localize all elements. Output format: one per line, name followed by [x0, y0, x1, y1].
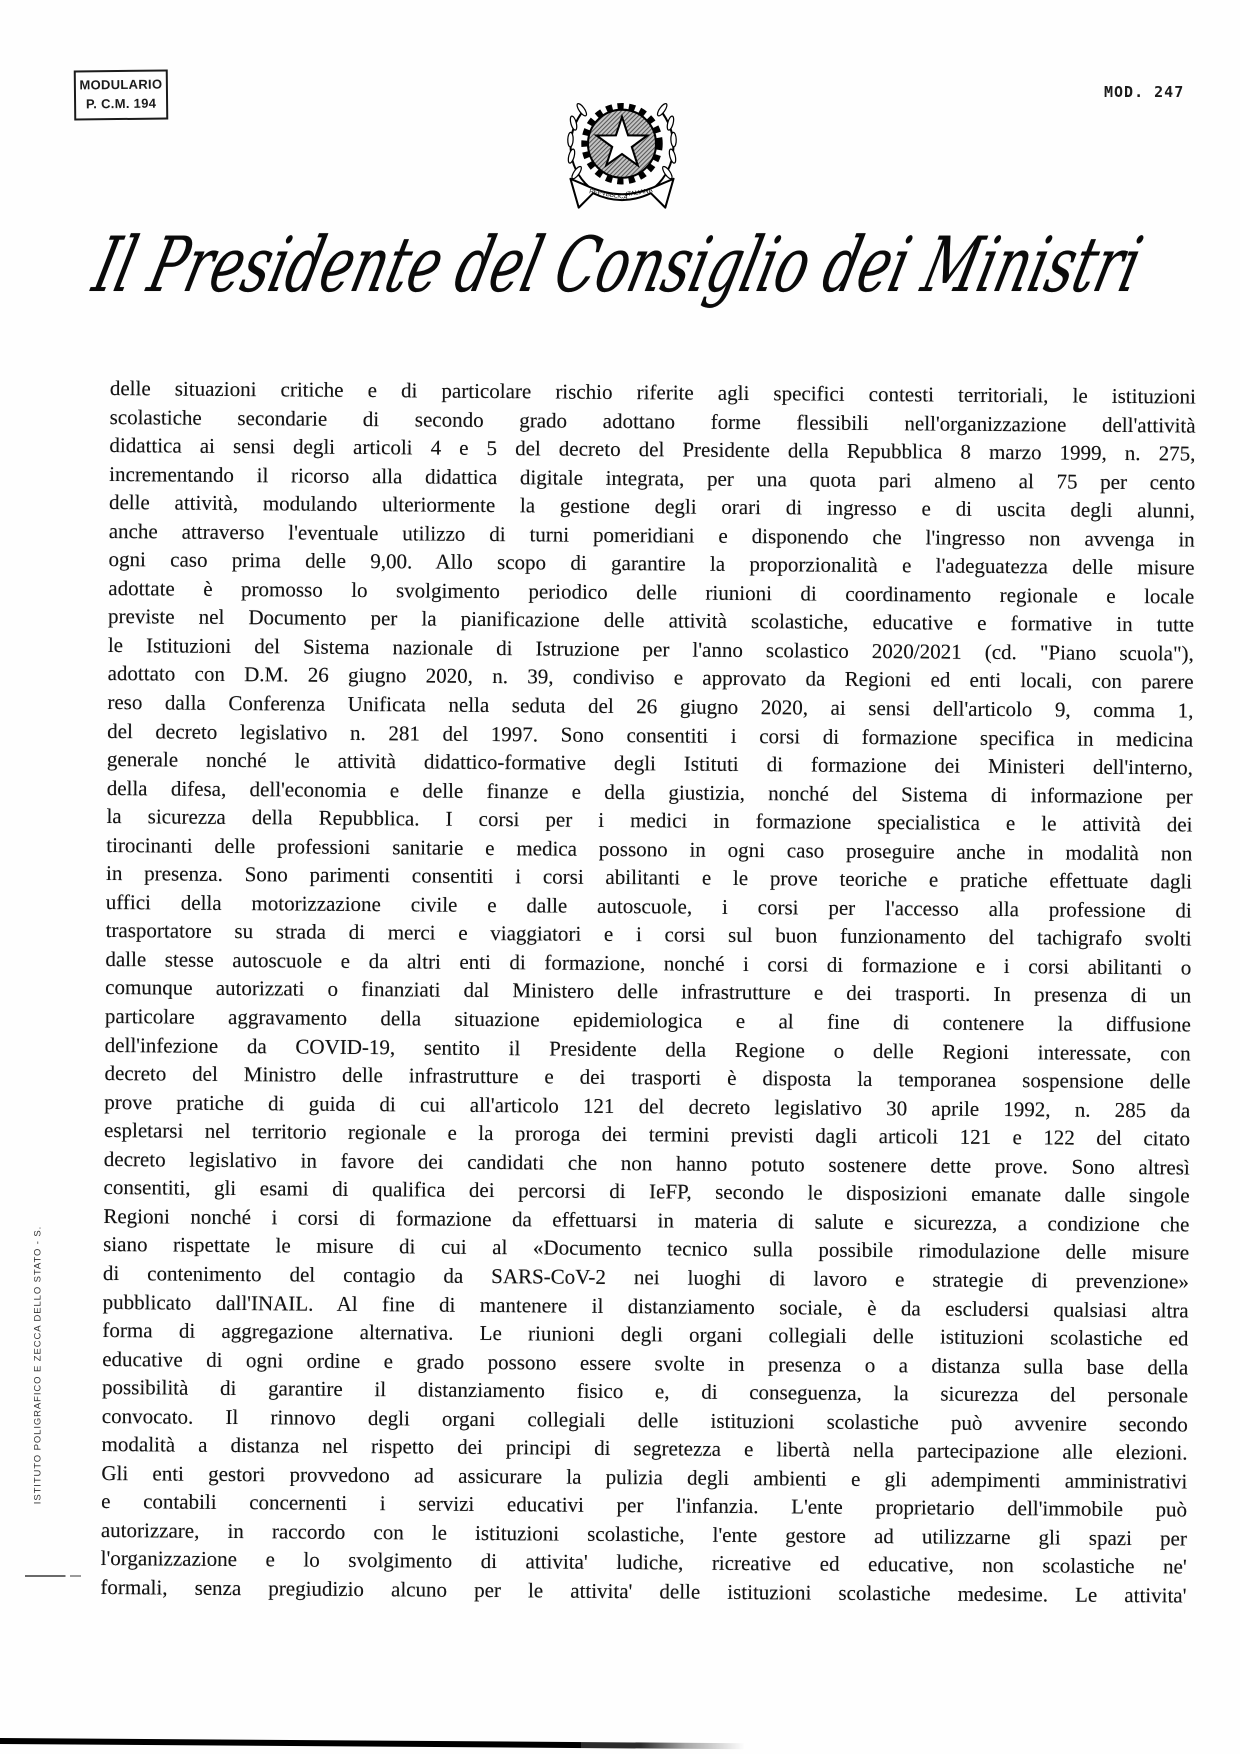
body-line: la sicurezza della Repubblica. I corsi per i medici in formazione specialistica e le attività dei: [106, 804, 1193, 837]
body-line: e contabili concernenti i servizi educativi per l'infanzia. L'ente proprietario dell'immobile può: [101, 1489, 1188, 1522]
body-line: Gli enti gestori provvedono ad assicurare la pulizia degli ambienti e gli adempimenti amministrativi: [101, 1460, 1188, 1494]
printer-credit-vertical: ISTITUTO POLIGRAFICO E ZECCA DELLO STATO - S.: [32, 1225, 44, 1505]
body-paragraph: [100, 374, 1196, 1610]
body-line: comunque autorizzati o finanziati dal Ministero delle infrastrutture e dei trasporti. In presenza di un: [105, 975, 1192, 1008]
body-line: del decreto legislativo n. 281 del 1997. Sono consentiti i corsi di formazione specifica in medicina: [107, 718, 1194, 752]
body-line: dell'infezione da COVID-19, sentito il Presidente della Regione o delle Regioni interessate, con: [104, 1032, 1191, 1066]
body-line: decreto legislativo in favore dei candidati che non hanno potuto sostenere dette prove. Sono altresì: [103, 1146, 1190, 1180]
body-line: adottato con D.M. 26 giugno 2020, n. 39, condiviso e approvato da Regioni ed enti locali, con parere: [107, 661, 1194, 694]
body-line: consentiti, gli esami di qualifica dei percorsi di IeFP, secondo le disposizioni emanate dalle singole: [103, 1175, 1190, 1208]
body-line: decreto del Ministro delle infrastrutture e dei trasporti è disposta la temporanea sospensione delle: [104, 1061, 1191, 1094]
body-line: siano rispettate le misure di cui al «Documento tecnico sulla possibile rimodulazione delle misure: [103, 1232, 1190, 1265]
body-line: anche attraverso l'eventuale utilizzo di turni pomeridiani e disponendo che l'ingresso non avvenga in: [108, 518, 1195, 552]
body-line: dalle stesse autoscuole e da altri enti di formazione, nonché i corsi di formazione e i corsi abilitanti o: [105, 946, 1192, 980]
body-line: in presenza. Sono parimenti consentiti i corsi abilitanti e le prove teoriche e pratiche effettuate dagli: [105, 861, 1193, 894]
body-line: della difesa, dell'economia e delle finanze e della giustizia, nonché del Sistema di informazione per: [106, 775, 1193, 809]
body-line: autorizzare, in raccordo con le istituzioni scolastiche, l'ente gestore ad utilizzarne gli spazi per: [100, 1517, 1187, 1551]
body-line: reso dalla Conferenza Unificata nella seduta del 26 giugno 2020, ai sensi dell'articolo 9, comma 1,: [107, 690, 1194, 723]
body-line: adottate è promosso lo svolgimento periodico delle riunioni di coordinamento regionale e locale: [108, 575, 1195, 609]
body-line: educative di ogni ordine e grado possono essere svolte in presenza o a distanza sulla base della: [102, 1346, 1189, 1380]
body-line: l'organizzazione e lo svolgimento di attivita' ludiche, ricreative ed educative, non scolastiche ne': [100, 1546, 1187, 1579]
italian-republic-emblem-svg: [558, 86, 686, 220]
body-line: modalità a distanza nel rispetto dei principi di segretezza e libertà nella partecipazione alle elezioni.: [101, 1432, 1188, 1465]
body-line: di contenimento del contagio da SARS-CoV-2 nei luoghi di lavoro e strategie di prevenzione»: [102, 1260, 1190, 1294]
body-line: Regioni nonché i corsi di formazione da effettuarsi in materia di salute e sicurezza, a condizione che: [103, 1203, 1190, 1237]
emblem-banner-right: ITALIANA: [625, 187, 654, 199]
body-line: formali, senza pregiudizio alcuno per le attivita' delle istituzioni scolastiche medesime. Le attivita': [100, 1574, 1187, 1608]
body-line: possibilità di garantire il distanziamento fisico e, di conseguenza, la sicurezza del personale: [101, 1375, 1189, 1408]
body-line: particolare aggravamento della situazione epidemiologica e al fine di contenere la diffusione: [104, 1004, 1192, 1037]
body-line: previste nel Documento per la pianificazione delle attività scolastiche, educative e formative in tutte: [108, 604, 1195, 637]
body-line: trasportatore su strada di merci e viaggiatori e i corsi sul buon funzionamento del tachigrafo svolti: [105, 918, 1192, 951]
body-line: forma di aggregazione alternativa. Le riunioni degli organi collegiali delle istituzioni scolastiche ed: [102, 1318, 1189, 1351]
modulario-stamp-line2: P. C.M. 194: [85, 95, 157, 112]
body-line: scolastiche secondarie di secondo grado adottano forme flessibili nell'organizzazione dell'attività: [109, 404, 1196, 438]
body-line: incrementando il ricorso alla didattica digitale integrata, per una quota pari almeno al 75 per cento: [109, 461, 1196, 495]
body-line: didattica ai sensi degli articoli 4 e 5 del decreto del Presidente della Repubblica 8 marzo 1999, n. 275,: [109, 433, 1196, 466]
body-line: ogni caso prima delle 9,00. Allo scopo di garantire la proporzionalità e l'adeguatezza delle misure: [108, 547, 1195, 580]
body-line: delle attività, modulando ulteriormente la gestione degli orari di ingresso e di uscita degli alunni,: [108, 490, 1196, 523]
script-heading: Il Presidente del Consiglio dei Ministri: [85, 220, 1151, 309]
bottom-scan-artifact: [0, 1738, 745, 1749]
body-line: delle situazioni critiche e di particolare rischio riferite agli specifici contesti territoriali, le istituzioni: [109, 375, 1196, 409]
body-line: prove pratiche di guida di cui all'articolo 121 del decreto legislativo 30 aprile 1992, n. 285 da: [104, 1089, 1191, 1123]
margin-dash: [25, 1575, 81, 1577]
body-line: pubblicato dall'INAIL. Al fine di mantenere il distanziamento sociale, è da escludersi qualsiasi altra: [102, 1289, 1189, 1323]
state-emblem-icon: [558, 86, 686, 220]
body-line: convocato. Il rinnovo degli organi collegiali delle istituzioni scolastiche può avvenire secondo: [101, 1403, 1188, 1437]
body-line: espletarsi nel territorio regionale e la proroga dei termini previsti dagli articoli 121 e 122 del citato: [103, 1118, 1191, 1151]
modulario-stamp-line1: MODULARIO: [79, 76, 163, 93]
body-line: le Istituzioni del Sistema nazionale di Istruzione per l'anno scolastico 2020/2021 (cd. "Piano scuola"),: [107, 632, 1194, 666]
emblem-banner-left: REPVBBLICA: [588, 188, 629, 202]
body-line: tirocinanti delle professioni sanitarie e medica possono in ogni caso proseguire anche in modalità non: [106, 832, 1193, 866]
mod-number-label: MOD. 247: [1104, 83, 1185, 101]
body-line: generale nonché le attività didattico-formative degli Istituti di formazione dei Ministeri dell'interno,: [106, 747, 1194, 780]
body-line: uffici della motorizzazione civile e dalle autoscuole, i corsi per l'accesso alla professione di: [105, 889, 1192, 923]
modulario-stamp: [74, 70, 169, 121]
